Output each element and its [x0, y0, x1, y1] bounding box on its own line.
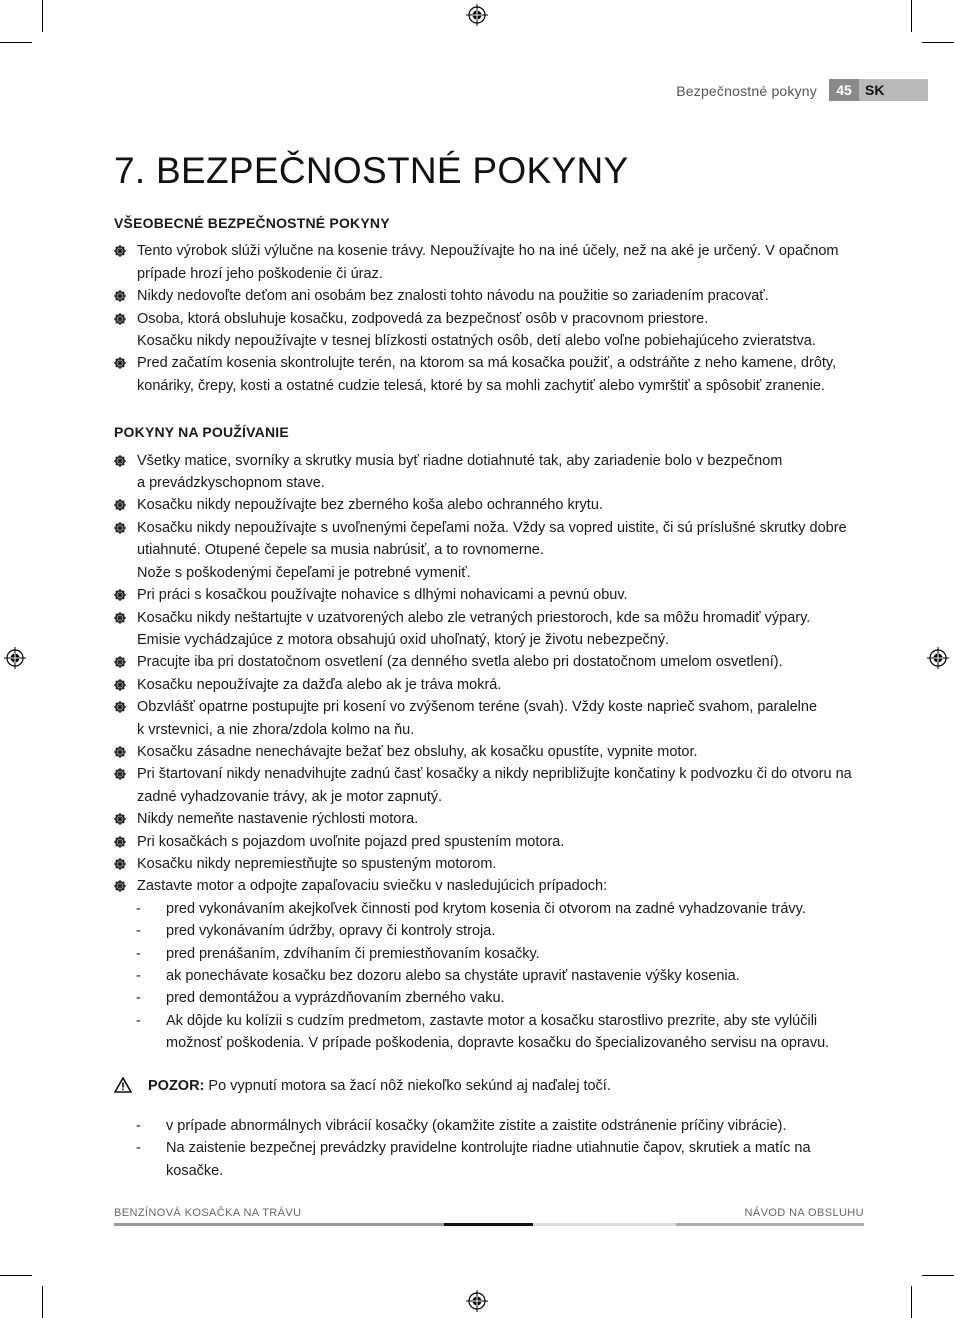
dash-marker: - — [136, 923, 141, 940]
list-item-text: Kosačku nikdy nepoužívajte s uvoľnenými čepeľami noža. Vždy sa vopred uistite, či sú príslušné skrutky dobre utiahnuté. Otupené čepele sa musia nabrúsiť, a to rovnomerne. — [137, 519, 847, 559]
dash-item-text: Ak dôjde ku kolízii s cudzím predmetom, zastavte motor a kosačku starostlivo prezrite, aby ste vylúčili možnosť poškodenia. V prípade poškodenia, dopravte kosačku do špecializovaného servisu na opravu. — [166, 1012, 830, 1052]
section-heading-general: VŠEOBECNÉ BEZPEČNOSTNÉ POKYNY — [114, 215, 390, 231]
list-item — [114, 494, 864, 516]
warning-text: Po vypnutí motora sa žací nôž niekoľko sekúnd aj naďalej točí. — [208, 1077, 611, 1094]
dash-marker: - — [136, 1140, 141, 1157]
bullet-icon — [114, 499, 126, 511]
usage-instructions-list — [114, 450, 864, 898]
language-tag: SK — [859, 79, 928, 101]
list-item-text: Pri práci s kosačkou používajte nohavice s dlhými nohavicami a pevnú obuv. — [137, 587, 628, 604]
crop-mark — [922, 42, 954, 43]
list-item — [114, 584, 864, 606]
list-item-text: Všetky matice, svorníky a skrutky musia byť riadne dotiahnuté tak, aby zariadenie bolo v bezpečnom — [137, 452, 783, 469]
bullet-icon — [114, 612, 126, 624]
list-item-text: k vrstevnici, a nie zhora/zdola kolmo na ňu. — [137, 721, 415, 738]
bullet-icon — [114, 880, 126, 892]
list-item-text: Kosačku nikdy nepoužívajte v tesnej blízkosti ostatných osôb, detí alebo voľne pobiehajúceho zvieratstva. — [137, 333, 816, 350]
dash-item-text: ak ponechávate kosačku bez dozoru alebo sa chystáte upraviť nastavenie výšky kosenia. — [166, 968, 740, 984]
additional-cases-list — [114, 1115, 864, 1182]
shutdown-cases-list — [114, 898, 864, 1055]
bullet-icon — [114, 589, 126, 601]
page-number: 45 — [829, 79, 859, 101]
dash-marker: - — [136, 968, 141, 984]
footer-rule — [114, 1223, 444, 1226]
list-item-text: Osoba, ktorá obsluhuje kosačku, zodpovedá za bezpečnosť osôb v pracovnom priestore. — [137, 310, 709, 327]
list-item-text: Zastavte motor a odpojte zapaľovaciu sviečku v nasledujúcich prípadoch: — [137, 878, 608, 895]
bullet-icon — [114, 656, 126, 668]
bullet-icon — [114, 768, 126, 780]
list-item-text: Kosačku nikdy neštartujte v uzatvorených alebo zle vetraných priestoroch, kde sa môžu hromadiť výpary. — [137, 609, 811, 626]
main-content — [114, 212, 864, 1182]
list-item — [114, 853, 864, 875]
bullet-icon — [114, 679, 126, 691]
list-item-text: Pracujte iba pri dostatočnom osvetlení (za denného svetla alebo pri dostatočnom umelom osvetlení). — [137, 654, 783, 671]
list-item — [114, 285, 864, 307]
list-item — [114, 517, 864, 584]
registration-mark-icon — [466, 1290, 488, 1312]
crop-mark — [0, 1275, 32, 1276]
list-item — [114, 741, 864, 763]
footer-product-name: BENZÍNOVÁ KOSAČKA NA TRÁVU — [114, 1207, 302, 1219]
bullet-icon — [114, 836, 126, 848]
footer-rule — [533, 1223, 676, 1226]
list-item-text: Nikdy nedovoľte deťom ani osobám bez znalosti tohto návodu na použitie so zariadením pracovať. — [137, 288, 769, 305]
dash-list-item — [114, 987, 864, 1009]
list-item-text: Kosačku nikdy nepremiestňujte so spusteným motorom. — [137, 855, 497, 872]
dash-list-item — [114, 1137, 864, 1182]
crop-mark — [911, 0, 912, 32]
list-item-text: Nikdy nemeňte nastavenie rýchlosti motora. — [137, 811, 419, 828]
list-item — [114, 450, 864, 495]
list-item-text: Pri kosačkách s pojazdom uvoľnite pojazd pred spustením motora. — [137, 833, 565, 850]
warning-triangle-icon — [114, 1077, 132, 1093]
dash-item-text: pred prenášaním, zdvíhaním či premiestňovaním kosačky. — [166, 945, 540, 962]
dash-item-text: pred demontážou a vyprázdňovaním zberného vaku. — [166, 990, 505, 1007]
running-header-section: Bezpečnostné pokyny — [676, 83, 817, 99]
bullet-icon — [114, 813, 126, 825]
dash-marker: - — [136, 1012, 141, 1029]
bullet-icon — [114, 858, 126, 870]
bullet-icon — [114, 746, 126, 758]
dash-item-text: pred vykonávaním akejkoľvek činnosti pod krytom kosenia či otvorom na zadné vyhadzovanie trávy. — [166, 900, 806, 917]
list-item — [114, 607, 864, 652]
list-item-text: Nože s poškodenými čepeľami je potrebné vymeniť. — [137, 564, 471, 581]
dash-list-item — [114, 898, 864, 920]
list-item — [114, 696, 864, 741]
list-item — [114, 352, 864, 397]
footer-rule — [676, 1223, 864, 1226]
general-safety-list — [114, 240, 864, 397]
list-item — [114, 240, 864, 285]
dash-list-item — [114, 1115, 864, 1137]
list-item-text: Emisie vychádzajúce z motora obsahujú oxid uhoľnatý, ktorý je životu nebezpečný. — [137, 631, 670, 648]
list-item-text: a prevádzkyschopnom stave. — [137, 475, 325, 492]
section-heading-usage: POKYNY NA POUŽÍVANIE — [114, 424, 289, 441]
warning-label: POZOR: — [148, 1077, 205, 1094]
list-item — [114, 831, 864, 853]
dash-list-item — [114, 920, 864, 942]
dash-list-item — [114, 965, 864, 987]
crop-mark — [42, 1286, 43, 1318]
crop-mark — [0, 42, 32, 43]
list-item-text: Pri štartovaní nikdy nenadvihujte zadnú časť kosačky a nikdy nepribližujte končatiny k podvozku či do otvoru na zadné vyhadzovanie trávy, ak je motor zapnutý. — [137, 766, 852, 805]
registration-mark-icon — [466, 4, 488, 26]
dash-marker: - — [136, 900, 141, 917]
list-item-text: Pred začatím kosenia skontrolujte terén, na ktorom sa má kosačka použiť, a odstráňte z neho kamene, drôty, konáriky, črepy, kosti a ostatné cudzie telesá, ktoré by sa mohli zachytiť alebo vymrštiť a spôsobiť zranenie. — [137, 355, 837, 394]
list-item-text: Obzvlášť opatrne postupujte pri kosení vo zvýšenom teréne (svah). Vždy koste naprieč svahom, paralelne — [137, 699, 818, 716]
list-item — [114, 674, 864, 696]
dash-item-text: Na zaistenie bezpečnej prevádzky pravidelne kontrolujte riadne utiahnutie čapov, skrutiek a matíc na kosačke. — [166, 1140, 811, 1179]
bullet-icon — [114, 290, 126, 302]
crop-mark — [42, 0, 43, 32]
list-item-text: Kosačku nepoužívajte za dažďa alebo ak je tráva mokrá. — [137, 676, 502, 693]
footer-rule — [444, 1223, 533, 1226]
dash-list-item — [114, 1010, 864, 1055]
dash-marker: - — [136, 945, 141, 962]
bullet-icon — [114, 455, 126, 467]
dash-item-text: pred vykonávaním údržby, opravy či kontroly stroja. — [166, 923, 496, 940]
bullet-icon — [114, 313, 126, 325]
crop-mark — [911, 1286, 912, 1318]
list-item-text: Tento výrobok slúži výlučne na kosenie trávy. Nepoužívajte ho na iné účely, než na aké je určený. V opačnom prípade hrozí jeho poškodenie či úraz. — [137, 243, 839, 282]
bullet-icon — [114, 522, 126, 534]
list-item — [114, 808, 864, 830]
list-item-text: Kosačku zásadne nenechávajte bežať bez obsluhy, ak kosačku opustíte, vypnite motor. — [137, 743, 698, 760]
crop-mark — [922, 1275, 954, 1276]
dash-item-text: v prípade abnormálnych vibrácií kosačky (okamžite zistite a zaistite odstránenie príčiny vibrácie). — [166, 1118, 787, 1135]
registration-mark-icon — [927, 647, 949, 669]
bullet-icon — [114, 357, 126, 369]
bullet-icon — [114, 701, 126, 713]
list-item — [114, 875, 864, 897]
dash-marker: - — [136, 1118, 141, 1135]
warning-note — [114, 1075, 864, 1097]
bullet-icon — [114, 245, 126, 257]
dash-list-item — [114, 943, 864, 965]
list-item — [114, 763, 864, 808]
page-title: 7. BEZPEČNOSTNÉ POKYNY — [114, 150, 629, 191]
registration-mark-icon — [4, 647, 26, 669]
list-item — [114, 308, 864, 353]
list-item-text: Kosačku nikdy nepoužívajte bez zberného koša alebo ochranného krytu. — [137, 497, 603, 514]
footer-document-type: NÁVOD NA OBSLUHU — [744, 1207, 864, 1219]
list-item — [114, 651, 864, 673]
dash-marker: - — [136, 990, 141, 1007]
